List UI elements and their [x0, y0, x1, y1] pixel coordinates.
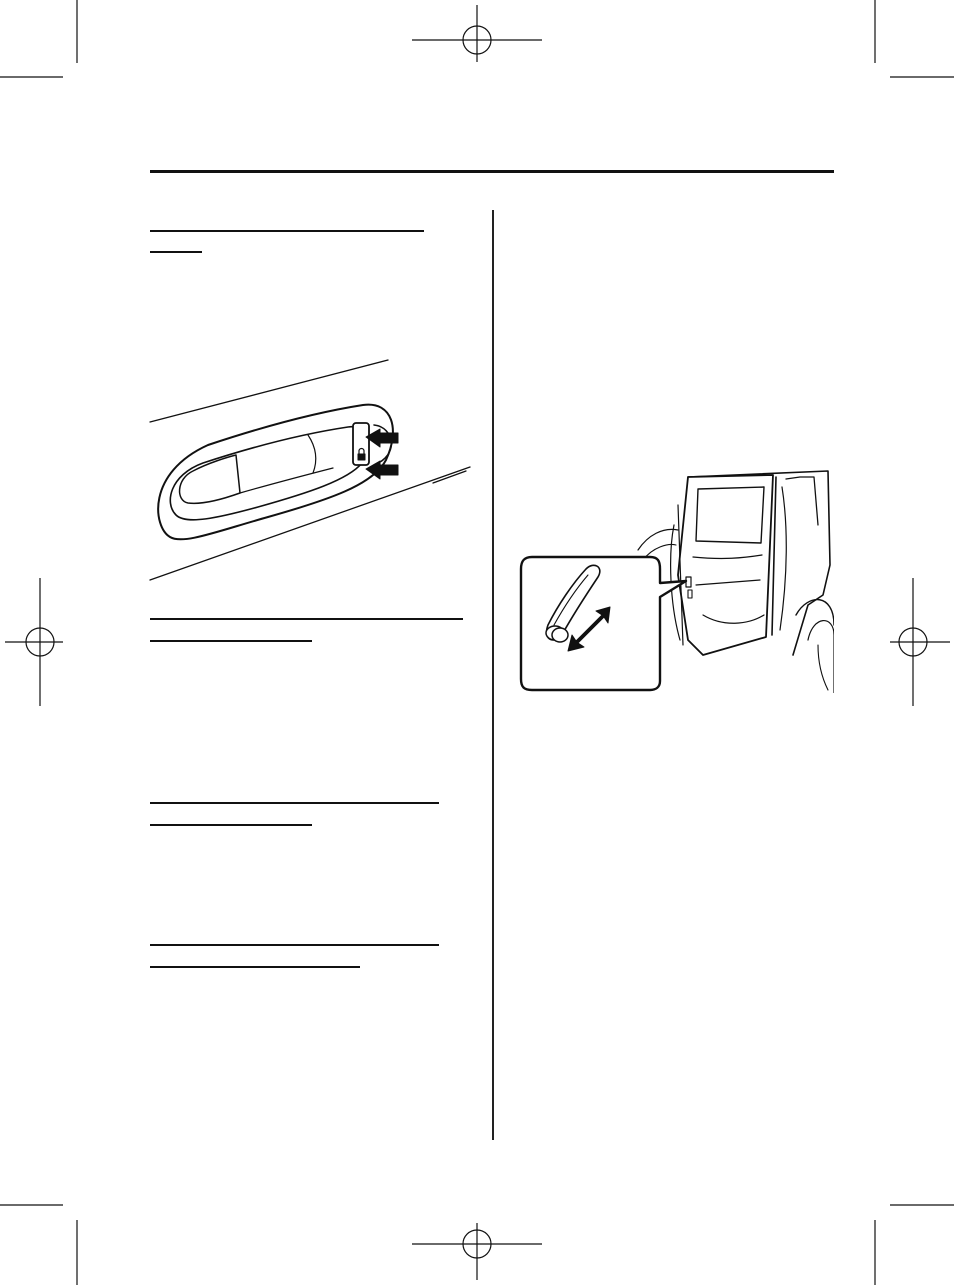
heading-rule [150, 251, 202, 253]
heading-rule [150, 802, 439, 804]
heading-rule [150, 944, 439, 946]
header-rule [150, 170, 834, 173]
column-divider [492, 210, 494, 1140]
heading-rule [150, 618, 463, 620]
heading-rule [150, 230, 424, 232]
heading-rule [150, 966, 360, 968]
heading-rule [150, 824, 312, 826]
door-lock-illustration [148, 355, 473, 585]
heading-rule [150, 640, 312, 642]
rear-door-illustration [518, 465, 834, 693]
